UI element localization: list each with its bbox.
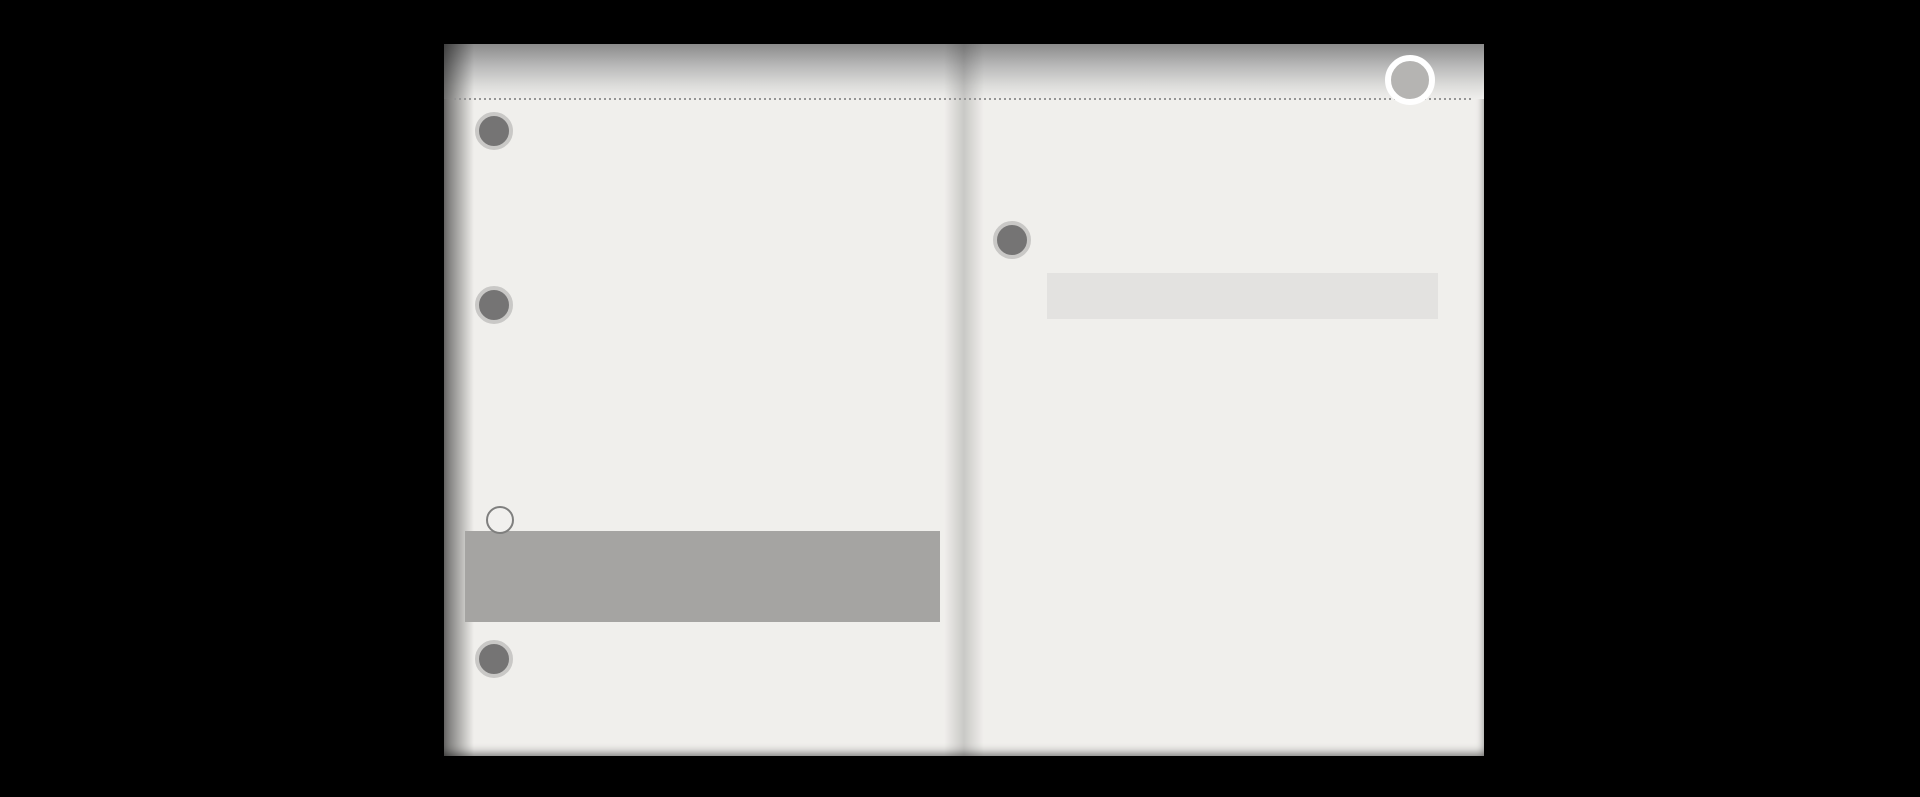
note-text: [465, 531, 940, 622]
book-spine-shadow: [944, 44, 984, 756]
exercise-8-number: [475, 112, 513, 150]
word-bank-box: [1047, 273, 1438, 319]
abc-note-icon: [486, 506, 514, 534]
exercise-10-number: [475, 640, 513, 678]
page-curl-shadow: [444, 44, 474, 756]
dotted-rule: [454, 98, 1474, 100]
book-spread: [444, 44, 1484, 756]
chapter-number-badge: [1385, 55, 1435, 105]
exercise-11-number: [993, 221, 1031, 259]
exercise-9-number: [475, 286, 513, 324]
